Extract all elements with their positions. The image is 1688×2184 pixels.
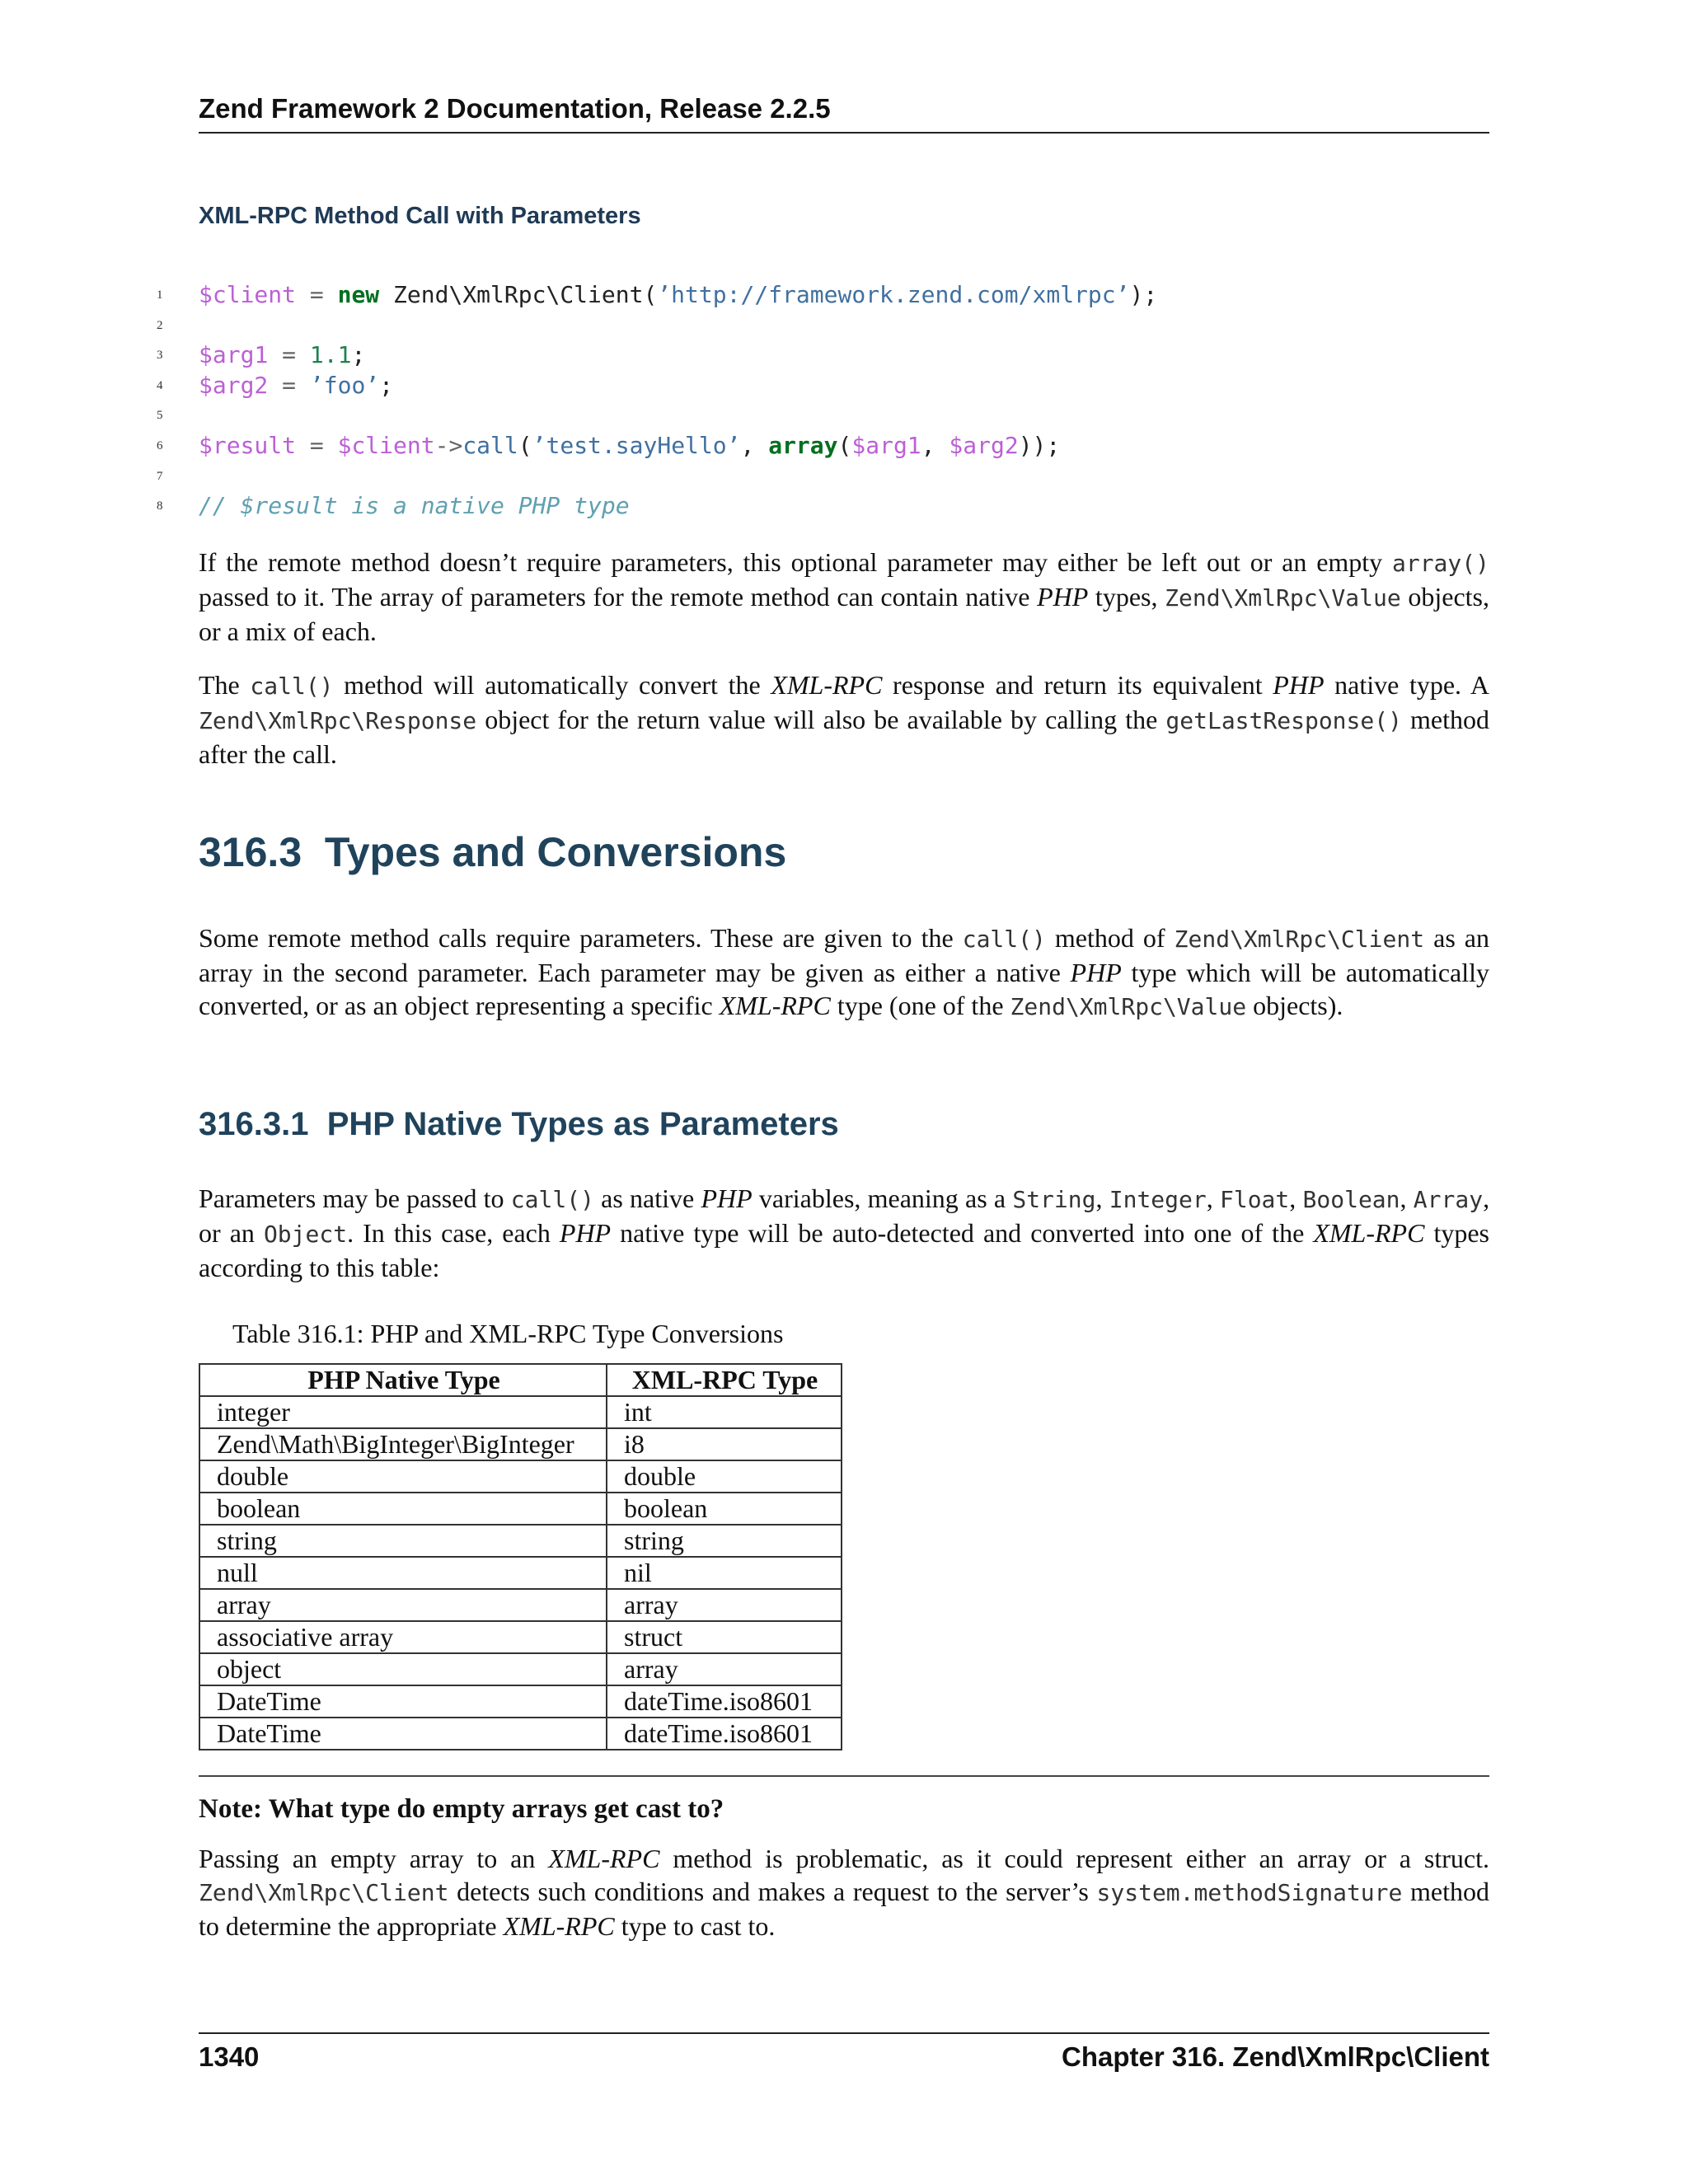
line-number: 8 [157, 499, 163, 513]
text: type to cast to. [614, 1911, 776, 1941]
code-token: $arg1 [851, 431, 921, 459]
text: method is problematic, as it could represent either an array or a struct. [659, 1844, 1490, 1873]
text: objects, or a mix of each. [199, 582, 1490, 646]
paragraph-native-types [199, 1182, 1489, 1284]
inline-code: getLastResponse() [1165, 707, 1402, 734]
emphasis: PHP [1070, 958, 1122, 987]
note-title: Note: What type do empty arrays get cast to? [199, 1794, 724, 1824]
text: objects). [1246, 991, 1343, 1020]
code-token: $client [199, 281, 297, 308]
code-text [199, 431, 1060, 462]
text: as an array in the second parameter. Each parameter may be given as either a native [199, 923, 1490, 987]
xmlrpc-type-cell: struct [607, 1621, 842, 1653]
code-token: , [740, 431, 769, 459]
text: method to determine the appropriate [199, 1877, 1490, 1941]
php-type-cell: null [199, 1557, 607, 1589]
text: detects such conditions and makes a request to the server’s [448, 1877, 1097, 1906]
text: object for the return value will also be available by calling the [476, 705, 1166, 734]
code-token: array [768, 431, 838, 459]
inline-code: call() [510, 1186, 594, 1213]
inline-code: Zend\XmlRpc\Client [199, 1879, 449, 1906]
table-row [199, 1685, 842, 1718]
text: . In this case, each [347, 1218, 560, 1248]
inline-code: Integer [1109, 1186, 1207, 1213]
code-token: = [309, 431, 324, 459]
table-row [199, 1718, 842, 1750]
inline-code: Zend\XmlRpc\Response [199, 707, 477, 734]
table-row [199, 1525, 842, 1557]
text: variables, meaning as a [752, 1183, 1013, 1213]
paragraph-call-method [199, 668, 1489, 771]
subsection-title: PHP Native Types as Parameters [326, 1106, 839, 1142]
inline-code: Array [1413, 1186, 1484, 1213]
inline-code: String [1012, 1186, 1096, 1213]
subsection-heading [199, 1106, 839, 1143]
text: method of [1045, 923, 1175, 953]
code-token: = [282, 371, 297, 399]
code-token [268, 341, 282, 368]
inline-code: Zend\XmlRpc\Client [1174, 926, 1425, 953]
code-token [296, 432, 310, 459]
code-token: Zend\XmlRpc\Client( [379, 281, 658, 308]
php-type-cell: DateTime [199, 1685, 607, 1718]
code-token [296, 372, 310, 399]
emphasis: XML-RPC [771, 670, 883, 700]
inline-code: Object [263, 1221, 348, 1248]
emphasis: PHP [559, 1218, 612, 1248]
line-number: 1 [157, 288, 163, 302]
code-token: ( [837, 431, 852, 459]
php-type-cell: associative array [199, 1621, 607, 1653]
section-title: Types and Conversions [324, 829, 787, 875]
code-text [199, 280, 1157, 311]
code-token [296, 281, 310, 308]
code-line [148, 491, 1490, 522]
inline-code: array() [1391, 550, 1489, 577]
code-token: = [309, 281, 324, 308]
code-token: $arg2 [949, 431, 1019, 459]
column-header-php-type: PHP Native Type [199, 1364, 607, 1396]
xmlrpc-type-cell: dateTime.iso8601 [607, 1685, 842, 1718]
text: types, [1088, 582, 1165, 612]
code-line [148, 311, 1490, 341]
text: passed to it. The array of parameters for the remote method can contain native [199, 582, 1038, 612]
code-token [296, 341, 310, 368]
code-line [148, 431, 1490, 462]
note-rule [199, 1775, 1489, 1777]
line-number: 6 [157, 438, 163, 452]
text: , or an [199, 1183, 1490, 1248]
code-block [148, 280, 1490, 522]
xmlrpc-type-cell: double [607, 1460, 842, 1493]
footer-rule [199, 2032, 1489, 2034]
xmlrpc-type-cell: array [607, 1653, 842, 1685]
paragraph-remote-params [199, 546, 1489, 648]
table-row [199, 1557, 842, 1589]
php-type-cell: DateTime [199, 1718, 607, 1750]
xmlrpc-type-cell: boolean [607, 1493, 842, 1525]
table-body [199, 1396, 842, 1750]
text: types according to this table: [199, 1218, 1490, 1282]
inline-code: Boolean [1302, 1186, 1400, 1213]
text: , [1095, 1183, 1109, 1213]
chapter-title: Chapter 316. Zend\XmlRpc\Client [1062, 2041, 1489, 2072]
inline-code: call() [962, 926, 1046, 953]
code-token: ; [379, 371, 394, 399]
code-token [268, 372, 282, 399]
code-token: = [282, 341, 297, 369]
code-token: new [337, 281, 380, 308]
table-header-row [199, 1364, 842, 1396]
text: , [1206, 1183, 1220, 1213]
code-example-caption: XML-RPC Method Call with Parameters [199, 203, 641, 229]
text: , [1289, 1183, 1303, 1213]
code-line [148, 280, 1490, 311]
emphasis: PHP [1273, 670, 1325, 700]
text: type which will be automatically converted, or as an object representing a specific [199, 958, 1490, 1020]
php-type-cell: boolean [199, 1493, 607, 1525]
xmlrpc-type-cell: int [607, 1396, 842, 1428]
php-type-cell: integer [199, 1396, 607, 1428]
code-token: -> [434, 431, 463, 459]
emphasis: PHP [1037, 582, 1089, 612]
running-header: Zend Framework 2 Documentation, Release 2.2.5 [199, 92, 1489, 134]
xmlrpc-type-cell: dateTime.iso8601 [607, 1718, 842, 1750]
inline-code: Float [1219, 1186, 1290, 1213]
code-text [199, 371, 393, 401]
code-token: )); [1018, 431, 1061, 459]
code-line [148, 462, 1490, 492]
line-number: 4 [157, 378, 163, 392]
php-type-cell: object [199, 1653, 607, 1685]
code-token: , [921, 431, 950, 459]
code-token: ’http://framework.zend.com/xmlrpc’ [657, 281, 1130, 308]
inline-code: Zend\XmlRpc\Value [1010, 993, 1247, 1020]
xmlrpc-type-cell: i8 [607, 1428, 842, 1460]
page-number: 1340 [199, 2041, 260, 2072]
note-body [199, 1842, 1489, 1943]
text: , [1400, 1183, 1414, 1213]
code-token: ); [1129, 281, 1158, 308]
xmlrpc-type-cell: string [607, 1525, 842, 1557]
type-conversion-table [199, 1363, 842, 1750]
code-token: // $result is a native PHP type [199, 492, 630, 520]
text: method after the call. [199, 705, 1490, 769]
text: The [199, 670, 251, 700]
text: Some remote method calls require parameters. These are given to the [199, 923, 963, 953]
code-token: $client [337, 431, 435, 459]
table-row [199, 1460, 842, 1493]
line-number: 3 [157, 349, 163, 363]
php-type-cell: Zend\Math\BigInteger\BigInteger [199, 1428, 607, 1460]
code-token: ’test.sayHello’ [532, 431, 741, 459]
text: response and return its equivalent [882, 670, 1273, 700]
code-line [148, 401, 1490, 431]
php-type-cell: double [199, 1460, 607, 1493]
column-header-xmlrpc-type: XML-RPC Type [607, 1364, 842, 1396]
code-token: $arg2 [199, 371, 269, 399]
table-row [199, 1621, 842, 1653]
text: method will automatically convert the [333, 670, 771, 700]
table-row [199, 1589, 842, 1621]
inline-code: call() [250, 673, 334, 700]
section-heading [199, 828, 786, 876]
text: as native [593, 1183, 701, 1213]
code-line [148, 340, 1490, 371]
code-line [148, 371, 1490, 401]
text: type (one of the [830, 991, 1010, 1020]
text: native type. A [1324, 670, 1490, 700]
code-token: call [462, 431, 518, 459]
php-type-cell: string [199, 1525, 607, 1557]
line-number: 2 [157, 318, 163, 332]
line-number: 7 [157, 469, 163, 483]
code-token: $arg1 [199, 341, 269, 369]
inline-code: Zend\XmlRpc\Value [1165, 584, 1401, 612]
table-row [199, 1396, 842, 1428]
code-text [199, 340, 365, 371]
code-text [199, 491, 630, 522]
emphasis: XML-RPC [548, 1844, 660, 1873]
code-token: ( [518, 431, 532, 459]
emphasis: XML-RPC [719, 991, 831, 1020]
xmlrpc-type-cell: array [607, 1589, 842, 1621]
table-row [199, 1653, 842, 1685]
php-type-cell: array [199, 1589, 607, 1621]
table-row [199, 1428, 842, 1460]
line-number: 5 [157, 409, 163, 423]
text: If the remote method doesn’t require parameters, this optional parameter may either be left out or an empty [199, 547, 1392, 577]
emphasis: XML-RPC [503, 1911, 615, 1941]
table-row [199, 1493, 842, 1525]
text: Passing an empty array to an [199, 1844, 549, 1873]
code-token: $result [199, 431, 297, 459]
section-number: 316.3 [199, 829, 302, 875]
code-token [324, 432, 338, 459]
table-caption: Table 316.1: PHP and XML-RPC Type Conversions [232, 1319, 784, 1348]
emphasis: XML-RPC [1313, 1218, 1425, 1248]
emphasis: PHP [701, 1183, 753, 1213]
code-token: ’foo’ [309, 371, 380, 399]
code-token: ; [351, 341, 366, 369]
text: Parameters may be passed to [199, 1183, 511, 1213]
text: native type will be auto-detected and converted into one of the [611, 1218, 1314, 1248]
subsection-number: 316.3.1 [199, 1106, 309, 1142]
code-token: 1.1 [309, 341, 352, 369]
inline-code: system.methodSignature [1096, 1879, 1403, 1906]
xmlrpc-type-cell: nil [607, 1557, 842, 1589]
paragraph-types-intro [199, 921, 1489, 1024]
code-token [324, 281, 338, 308]
